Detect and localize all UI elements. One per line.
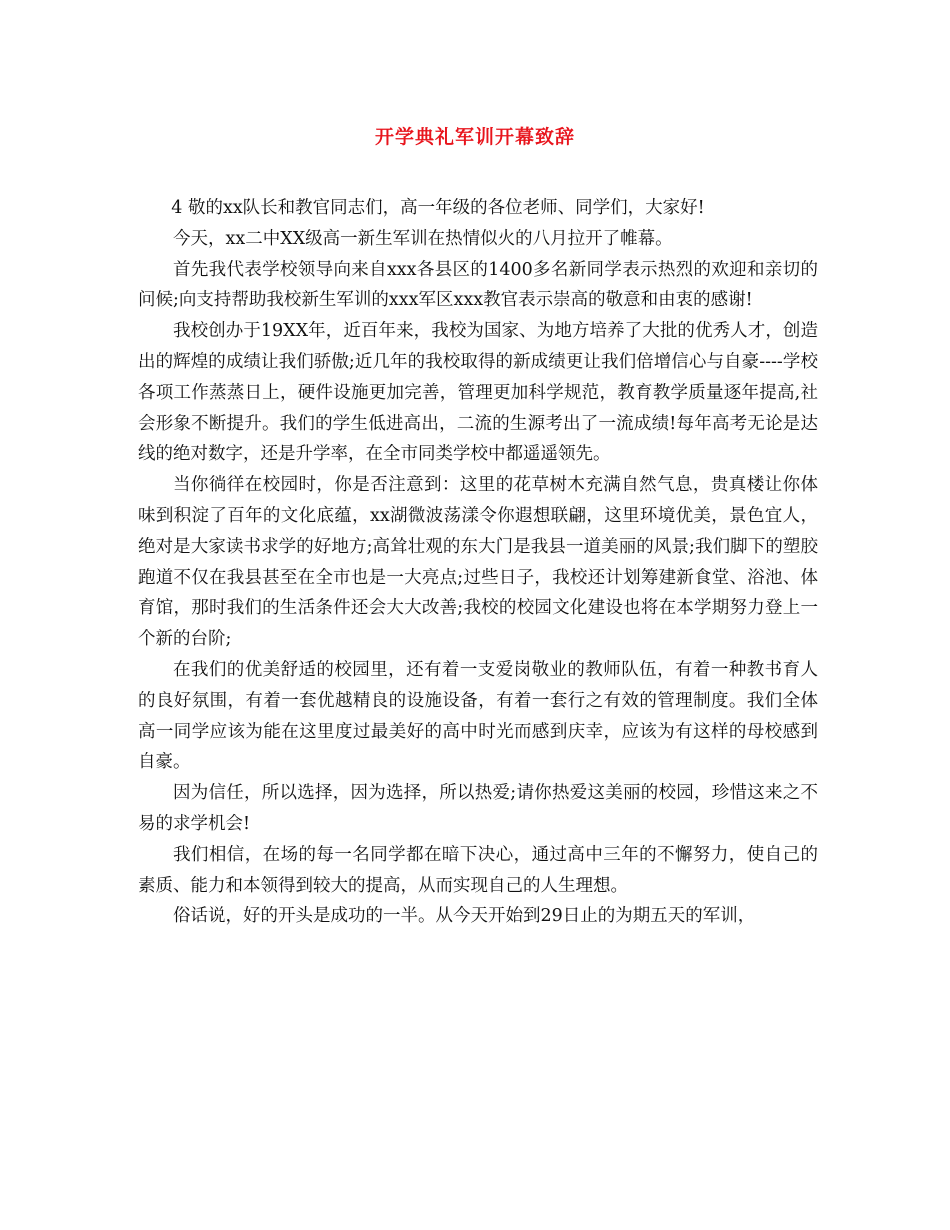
paragraph-opening: 今天，xx二中XX级高一新生军训在热情似火的八月拉开了帷幕。 (173, 228, 673, 249)
document-title: 开学典礼军训开幕致辞 (374, 126, 575, 148)
paragraph-proverb: 俗话说，好的开头是成功的一半。从今天开始到29日止的为期五天的军训， (173, 906, 756, 927)
paragraph-belief: 我们相信，在场的每一名同学都在暗下决心，通过高中三年的不懈努力，使自己的素质、能力和本领得到较大的提高，从而实现自己的人生理想。 (138, 844, 818, 896)
paragraph-greeting: 4 敬的xx队长和教官同志们，高一年级的各位老师、同学们，大家好! (171, 198, 705, 218)
paragraph-campus: 当你徜徉在校园时，你是否注意到：这里的花草树木充满自然气息，贵真楼让你体味到积淀了百年的文化底蕴，xx湖微波荡漾令你遐想联翩，这里环境优美，景色宜人，绝对是大家读书求学的好地方;高耸壮观的东大门是我县一道美丽的风景;我们脚下的塑胶跑道不仅在我县甚至在全市也是一大亮点;过些日子，我校还计划筹建新食堂、浴池、体育馆，那时我们的生活条件还会大大改善;我校的校园文化建设也将在本学期努力登上一个新的台阶; (138, 475, 818, 650)
document-body (138, 193, 818, 932)
paragraph-trust: 因为信任，所以选择，因为选择，所以热爱;请你热爱这美丽的校园，珍惜这来之不易的求学机会! (138, 783, 818, 834)
paragraph-welcome: 首先我代表学校领导向来自xxx各县区的1400多名新同学表示热烈的欢迎和亲切的问候;向支持帮助我校新生军训的xxx军区xxx教官表示崇高的敬意和由衷的感谢! (138, 259, 818, 311)
paragraph-teachers: 在我们的优美舒适的校园里，还有着一支爱岗敬业的教师队伍，有着一种教书育人的良好氛围，有着一套优越精良的设施设备，有着一套行之有效的管理制度。我们全体高一同学应该为能在这里度过最美好的高中时光而感到庆幸，应该为有这样的母校感到自豪。 (138, 659, 818, 773)
paragraph-school-history: 我校创办于19XX年，近百年来，我校为国家、为地方培养了大批的优秀人才，创造出的辉煌的成绩让我们骄傲;近几年的我校取得的新成绩更让我们倍增信心与自豪----学校各项工作蒸蒸日上，硬件设施更加完善，管理更加科学规范，教育教学质量逐年提高,社会形象不断提升。我们的学生低进高出，二流的生源考出了一流成绩!每年高考无论是达线的绝对数字，还是升学率，在全市同类学校中都遥遥领先。 (138, 321, 818, 465)
